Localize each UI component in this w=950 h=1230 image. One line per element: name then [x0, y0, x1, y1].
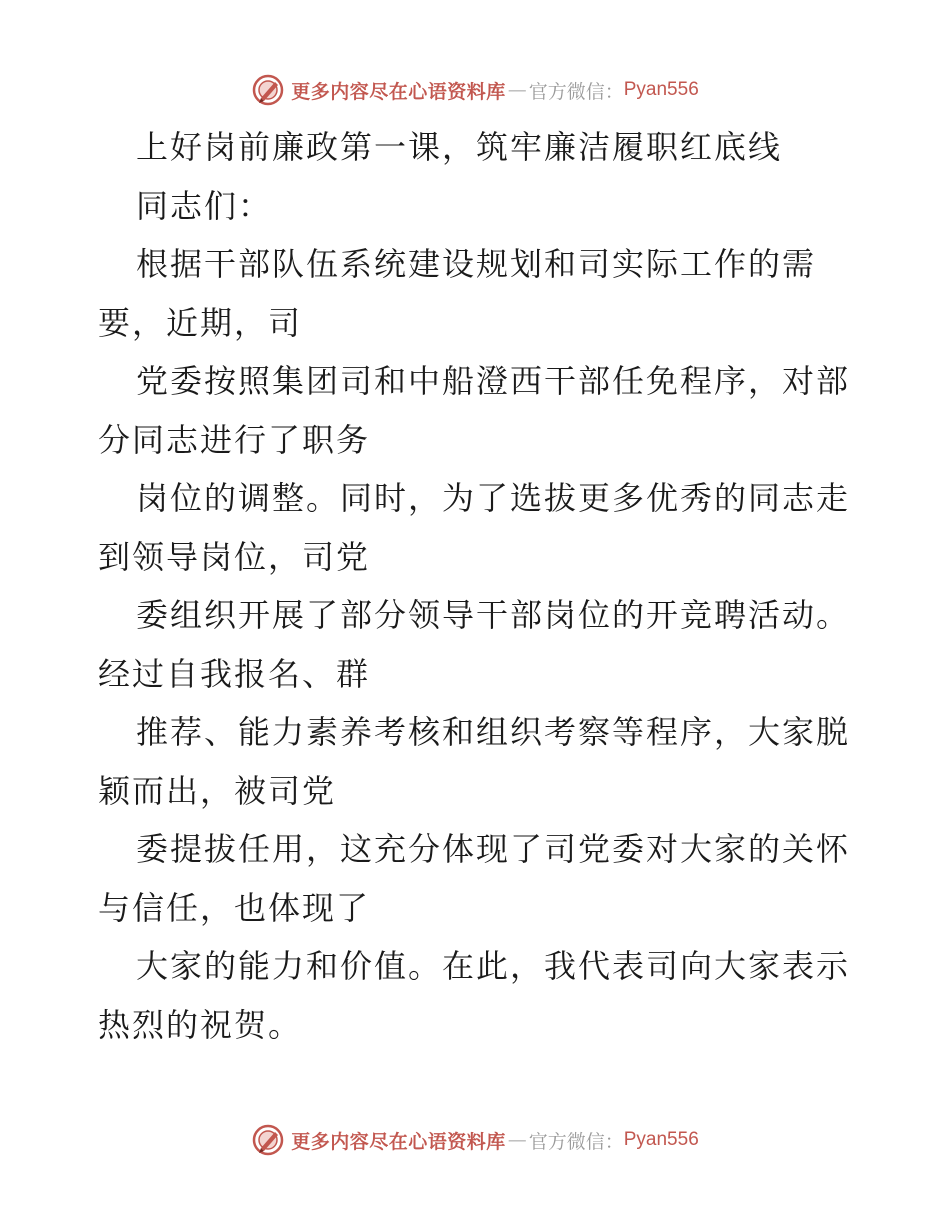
body-line: 委提拔任用，这充分体现了司党委对大家的关怀 [136, 830, 851, 868]
wechat-id: Pyan556 [623, 79, 699, 100]
header-watermark [0, 70, 950, 110]
document-title: 上好岗前廉政第一课，筑牢廉洁履职红底线 [136, 128, 783, 166]
wechat-label: 官方微信： [528, 80, 624, 103]
footer-watermark [0, 1120, 950, 1160]
body-line: 委组织开展了部分领导干部岗位的开竞聘活动。 [136, 596, 851, 634]
body-line: 到领导岗位，司党 [98, 537, 371, 576]
wechat-id: Pyan556 [623, 1129, 699, 1150]
separator: — [507, 1129, 527, 1151]
wechat-label: 官方微信： [528, 1130, 624, 1153]
body-line: 热烈的祝贺。 [98, 1005, 303, 1044]
body-line: 岗位的调整。同时，为了选拔更多优秀的同志走 [136, 479, 851, 517]
salutation: 同志们： [136, 186, 273, 225]
body-line: 推荐、能力素养考核和组织考察等程序，大家脱 [136, 713, 851, 751]
body-line: 颖而出，被司党 [98, 771, 337, 810]
body-line: 经过自我报名、群 [98, 654, 371, 693]
body-line: 根据干部队伍系统建设规划和司实际工作的需 [136, 245, 817, 283]
body-line: 大家的能力和价值。在此，我代表司向大家表示 [136, 947, 851, 985]
pen-logo-icon [251, 73, 285, 107]
body-line: 分同志进行了职务 [98, 420, 371, 459]
body-line: 要，近期，司 [98, 303, 303, 342]
body-line: 与信任，也体现了 [98, 888, 371, 927]
separator: — [507, 79, 527, 101]
promo-text: 更多内容尽在心语资料库 [291, 80, 506, 103]
document-body [98, 118, 858, 1054]
pen-logo-icon [251, 1123, 285, 1157]
promo-text: 更多内容尽在心语资料库 [291, 1130, 506, 1153]
body-line: 党委按照集团司和中船澄西干部任免程序，对部 [136, 362, 851, 400]
